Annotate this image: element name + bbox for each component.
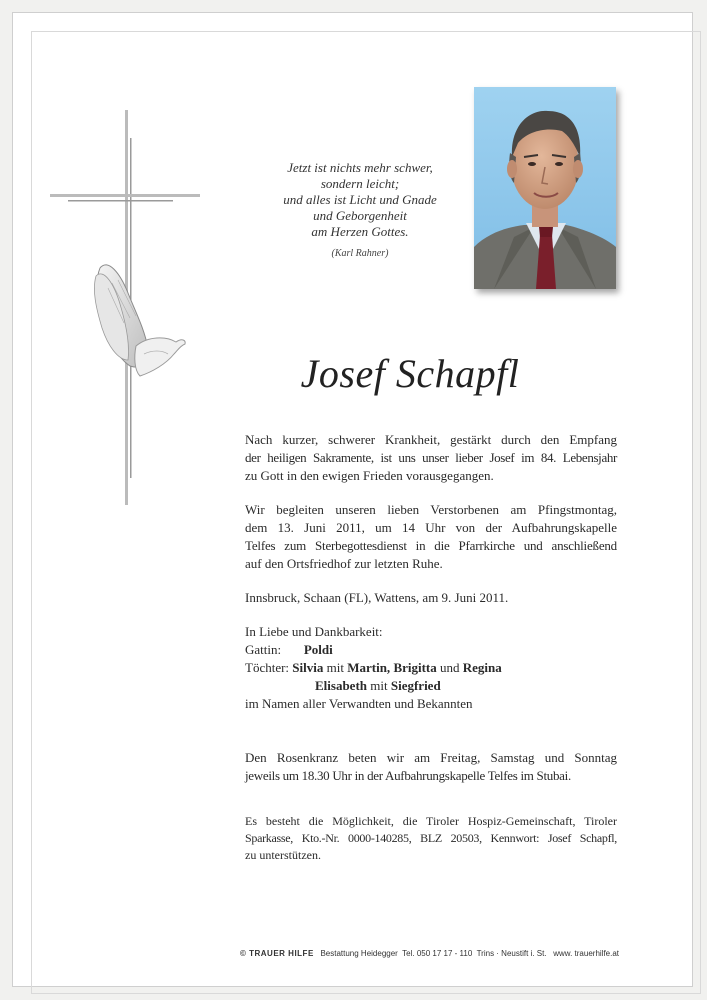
daughter-name: Elisabeth [315, 678, 368, 693]
quote-line: und alles ist Licht und Gnade [283, 192, 437, 207]
text-line: Den Rosenkranz beten wir am Freitag, Samstag und Sonntag [245, 750, 617, 765]
family-list [245, 623, 617, 713]
obituary-text [245, 431, 617, 880]
daughters-row-2 [245, 677, 617, 695]
quote-line: Jetzt ist nichts mehr schwer, [287, 160, 433, 175]
family-closing: im Namen aller Verwandten und Bekannten [245, 696, 473, 711]
text-line: Nach kurzer, schwerer Krankheit, gestärkt durch den Empfang [245, 432, 617, 447]
daughter-name: Brigitta [393, 660, 437, 675]
funeral-details [245, 501, 617, 573]
portrait-image [474, 87, 616, 289]
text-line: der heiligen Sakramente, ist uns unser lieber Josef im 84. Lebensjahr [245, 450, 617, 465]
text-line: jeweils um 18.30 Uhr in der Aufbahrungskapelle Telfes im Stubai. [245, 768, 571, 783]
brand-logo: © TRAUER HILFE [240, 949, 314, 958]
partner-name: Martin, [347, 660, 391, 675]
quote-line: sondern leicht; [320, 176, 400, 191]
quote-block [245, 160, 475, 262]
spouse-name: Poldi [303, 642, 333, 657]
quote-line: und Geborgenheit [313, 208, 407, 223]
partner-name: Siegfried [390, 678, 441, 693]
company-name: Bestattung Heidegger [320, 949, 398, 958]
quote-line: am Herzen Gottes. [311, 224, 409, 239]
connector-text: mit [326, 660, 344, 675]
partner-name: Regina [462, 660, 502, 675]
text-line: auf den Ortsfriedhof zur letzten Ruhe. [245, 556, 443, 571]
text-line: zu Gott in den ewigen Frieden vorausgegangen. [245, 468, 494, 483]
spouse-label: Gattin: [245, 642, 282, 657]
footer [240, 949, 620, 958]
daughters-label: Töchter: [245, 660, 290, 675]
text-line: Sparkasse, Kto.-Nr. 0000-140285, BLZ 20503, Kennwort: Josef Schapfl, [245, 831, 617, 845]
rosary-info [245, 749, 617, 785]
quote-author: (Karl Rahner) [331, 248, 389, 259]
text-line: dem 13. Juni 2011, um 14 Uhr von der Aufbahrungskapelle [245, 520, 617, 535]
connector-text: mit [370, 678, 388, 693]
text-line: Es besteht die Möglichkeit, die Tiroler Hospiz-Gemeinschaft, Tiroler [245, 814, 617, 828]
website-link[interactable]: www. trauerhilfe.at [553, 949, 620, 958]
text-line: Wir begleiten unseren lieben Verstorbenen am Pfingstmontag, [245, 502, 617, 517]
deceased-name: Josef Schapfl [300, 351, 520, 396]
address: Trins · Neustift i. St. [476, 949, 547, 958]
death-announcement [245, 431, 617, 485]
family-intro: In Liebe und Dankbarkeit: [245, 624, 383, 639]
text-line: zu unterstützen. [245, 848, 321, 862]
cross-with-praying-hands-icon [48, 108, 208, 508]
phone-number: Tel. 050 17 17 - 110 [402, 949, 473, 958]
connector-text: und [440, 660, 460, 675]
spouse-row [245, 641, 617, 659]
daughters-row [245, 659, 617, 677]
text-line: Telfes zum Sterbegottesdienst in die Pfarrkirche und anschließend [245, 538, 617, 553]
daughter-name: Silvia [292, 660, 324, 675]
portrait-photo [474, 87, 616, 289]
donation-info [245, 813, 617, 864]
place-and-date: Innsbruck, Schaan (FL), Wattens, am 9. Juni 2011. [245, 590, 509, 605]
